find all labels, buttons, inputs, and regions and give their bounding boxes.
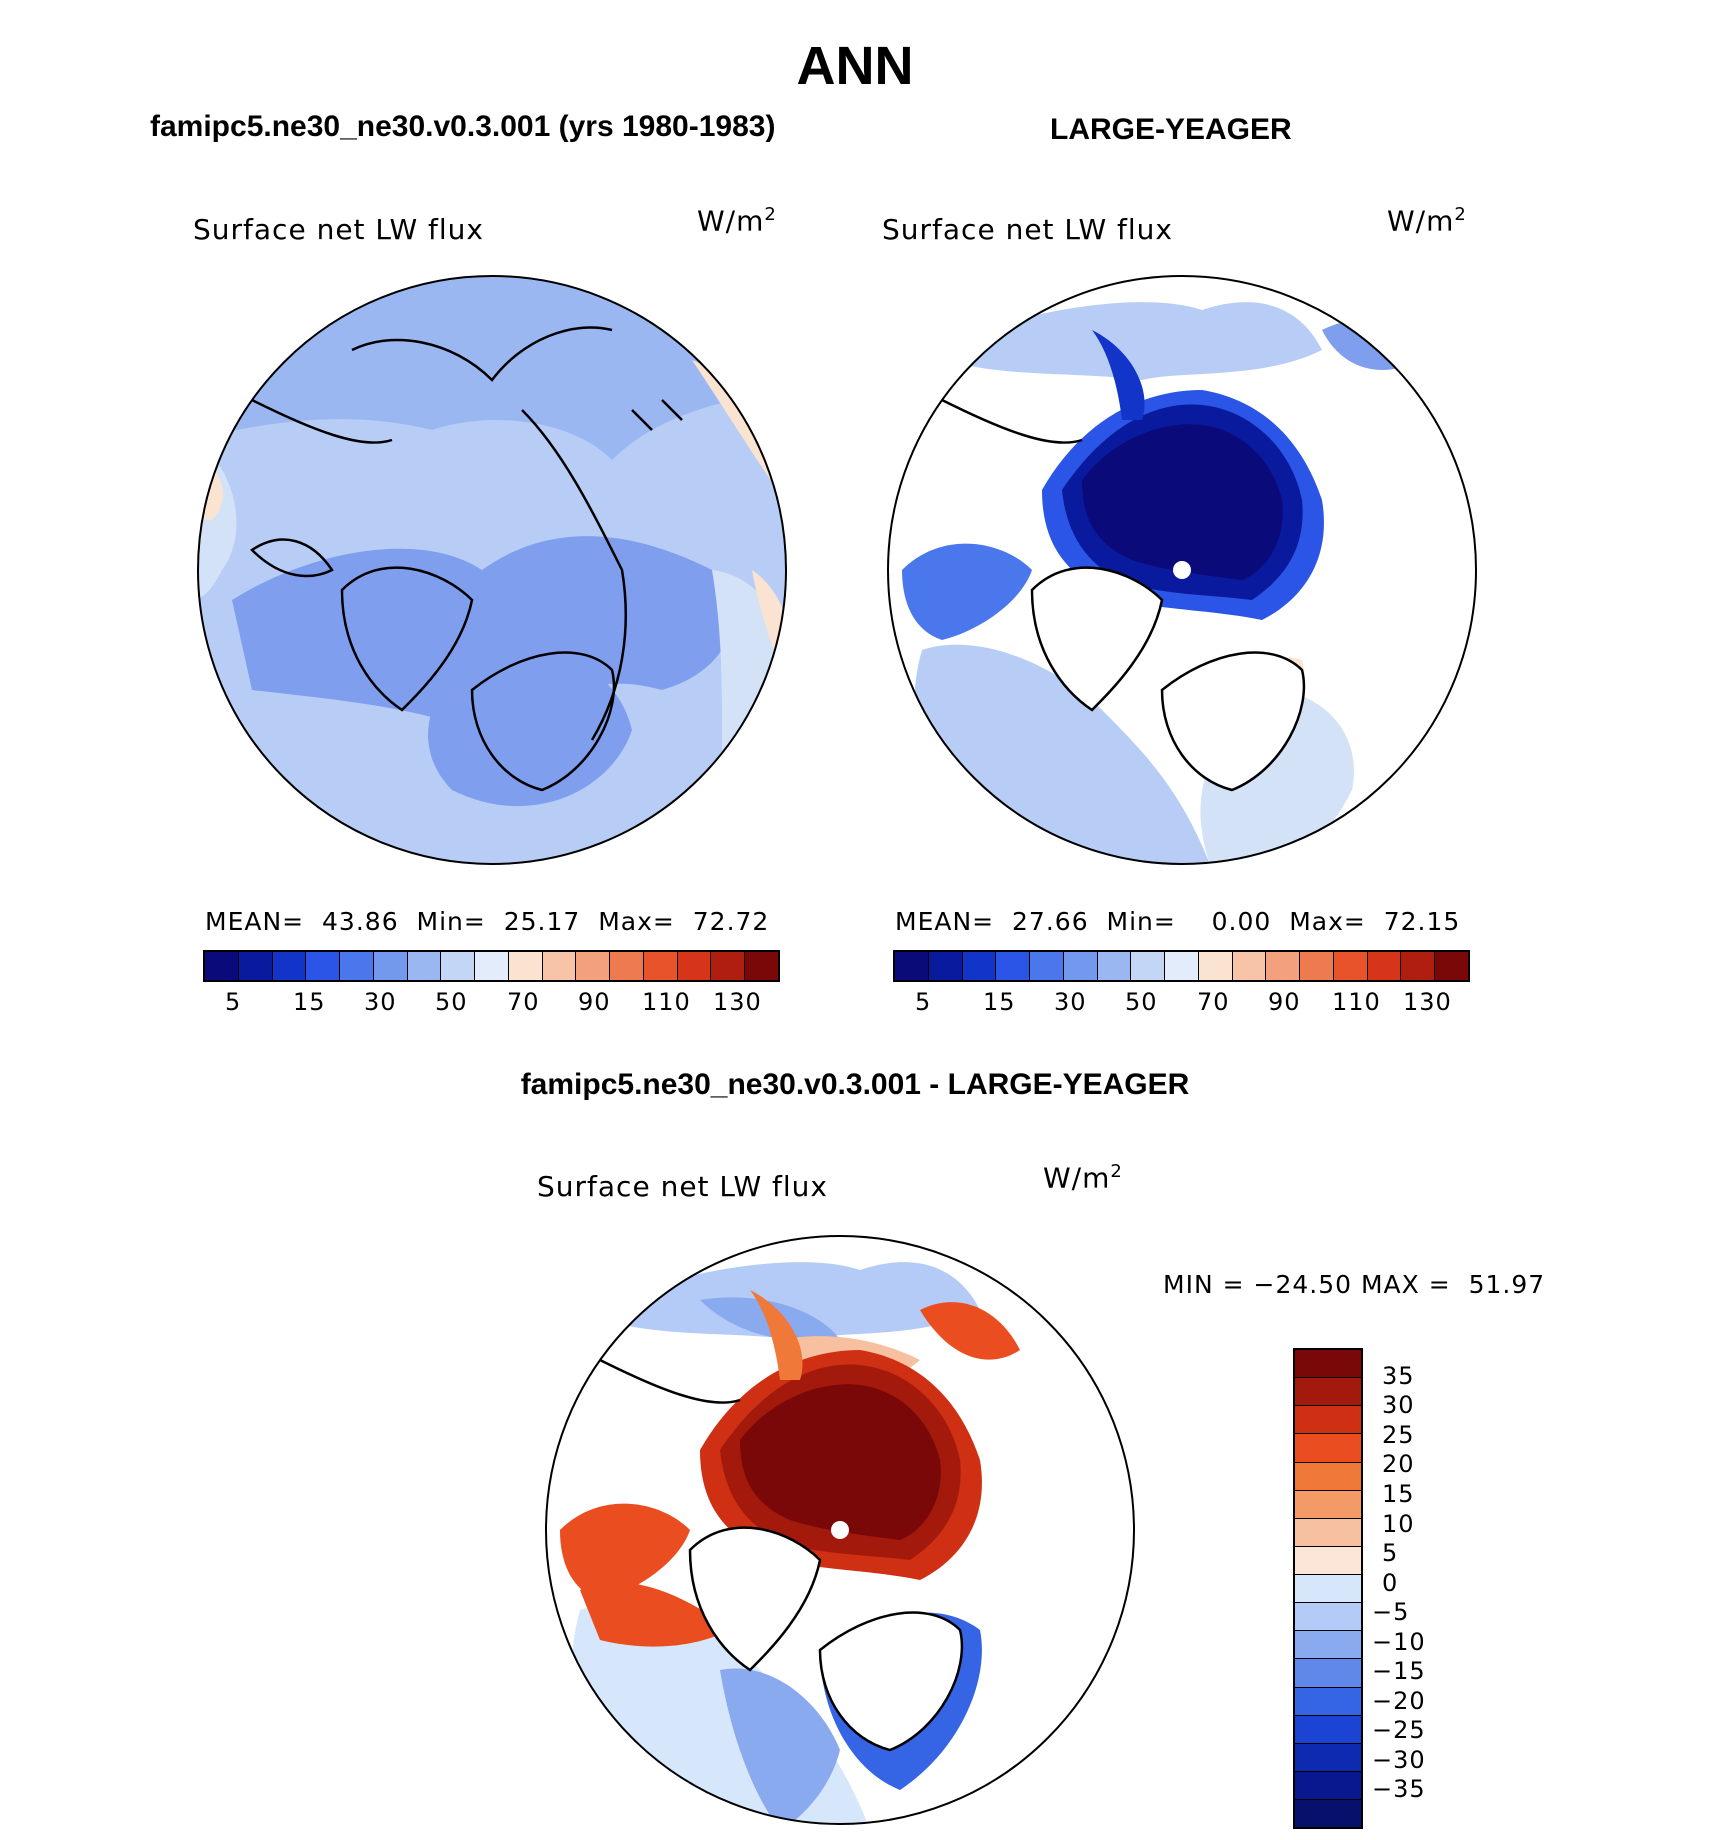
colorbar-swatch bbox=[1295, 1378, 1361, 1406]
colorbar-swatch bbox=[1401, 952, 1435, 980]
panel1-colorbar bbox=[203, 950, 780, 982]
colorbar-label: −20 bbox=[1372, 1687, 1426, 1715]
colorbar-label: 130 bbox=[713, 988, 762, 1016]
panel3-colorbar bbox=[1293, 1348, 1363, 1829]
colorbar-swatch bbox=[1165, 952, 1199, 980]
season-title: ANN bbox=[796, 36, 914, 96]
colorbar-swatch bbox=[1295, 1688, 1361, 1716]
panel2-colorbar bbox=[893, 950, 1470, 982]
colorbar-swatch bbox=[1295, 1519, 1361, 1547]
colorbar-swatch bbox=[306, 952, 340, 980]
colorbar-swatch bbox=[678, 952, 712, 980]
colorbar-swatch bbox=[1199, 952, 1233, 980]
colorbar-label: 70 bbox=[507, 988, 540, 1016]
colorbar-swatch bbox=[340, 952, 374, 980]
model-title: famipc5.ne30_ne30.v0.3.001 (yrs 1980-1983) bbox=[150, 110, 776, 143]
colorbar-swatch bbox=[374, 952, 408, 980]
colorbar-swatch bbox=[1295, 1800, 1361, 1827]
colorbar-swatch bbox=[576, 952, 610, 980]
colorbar-label: 50 bbox=[1125, 988, 1158, 1016]
colorbar-swatch bbox=[1295, 1406, 1361, 1434]
colorbar-swatch bbox=[1030, 952, 1064, 980]
colorbar-label: 130 bbox=[1403, 988, 1452, 1016]
colorbar-label: 70 bbox=[1197, 988, 1230, 1016]
colorbar-swatch bbox=[475, 952, 509, 980]
colorbar-swatch bbox=[1295, 1603, 1361, 1631]
colorbar-swatch bbox=[239, 952, 273, 980]
colorbar-swatch bbox=[963, 952, 997, 980]
colorbar-label: 20 bbox=[1382, 1450, 1415, 1478]
colorbar-swatch bbox=[1295, 1575, 1361, 1603]
panel2-polar-map bbox=[882, 270, 1482, 870]
panel2-stats: MEAN= 27.66 Min= 0.00 Max= 72.15 bbox=[895, 907, 1461, 936]
panel3-units: $W/m^2$ bbox=[1043, 1161, 1123, 1195]
panel3-colorbar-labels bbox=[1372, 1348, 1462, 1828]
colorbar-swatch bbox=[1368, 952, 1402, 980]
colorbar-label: 10 bbox=[1382, 1510, 1415, 1538]
colorbar-swatch bbox=[644, 952, 678, 980]
colorbar-label: 90 bbox=[578, 988, 611, 1016]
colorbar-swatch bbox=[996, 952, 1030, 980]
colorbar-label: −10 bbox=[1372, 1628, 1426, 1656]
colorbar-swatch bbox=[408, 952, 442, 980]
colorbar-label: −5 bbox=[1372, 1598, 1410, 1626]
colorbar-swatch bbox=[895, 952, 929, 980]
colorbar-swatch bbox=[543, 952, 577, 980]
panel2-units: $W/m^2$ bbox=[1387, 204, 1467, 238]
colorbar-swatch bbox=[1266, 952, 1300, 980]
colorbar-swatch bbox=[929, 952, 963, 980]
colorbar-swatch bbox=[509, 952, 543, 980]
panel3-stats: MIN = −24.50 MAX = 51.97 bbox=[1163, 1270, 1546, 1299]
obs-title: LARGE-YEAGER bbox=[1050, 113, 1292, 146]
colorbar-swatch bbox=[1233, 952, 1267, 980]
colorbar-label: 0 bbox=[1382, 1569, 1399, 1597]
panel1-units: $W/m^2$ bbox=[697, 204, 777, 238]
panel3-variable: Surface net LW flux bbox=[537, 1170, 828, 1203]
colorbar-label: 15 bbox=[293, 988, 326, 1016]
colorbar-swatch bbox=[1131, 952, 1165, 980]
colorbar-swatch bbox=[745, 952, 778, 980]
panel2-variable: Surface net LW flux bbox=[882, 213, 1173, 246]
colorbar-label: −15 bbox=[1372, 1657, 1426, 1685]
colorbar-label: 110 bbox=[642, 988, 691, 1016]
colorbar-label: 30 bbox=[364, 988, 397, 1016]
colorbar-swatch bbox=[1295, 1350, 1361, 1378]
diff-title: famipc5.ne30_ne30.v0.3.001 - LARGE-YEAGER bbox=[520, 1068, 1190, 1101]
colorbar-swatch bbox=[1295, 1716, 1361, 1744]
colorbar-label: 50 bbox=[435, 988, 468, 1016]
colorbar-label: 5 bbox=[915, 988, 932, 1016]
panel1-variable: Surface net LW flux bbox=[193, 213, 484, 246]
colorbar-swatch bbox=[1295, 1659, 1361, 1687]
colorbar-swatch bbox=[1098, 952, 1132, 980]
colorbar-label: 5 bbox=[225, 988, 242, 1016]
colorbar-label: 25 bbox=[1382, 1421, 1415, 1449]
panel2-colorbar-labels bbox=[893, 988, 1470, 1018]
colorbar-label: 90 bbox=[1268, 988, 1301, 1016]
colorbar-swatch bbox=[1334, 952, 1368, 980]
colorbar-swatch bbox=[1295, 1491, 1361, 1519]
colorbar-swatch bbox=[1064, 952, 1098, 980]
colorbar-swatch bbox=[1295, 1547, 1361, 1575]
colorbar-label: −35 bbox=[1372, 1775, 1426, 1803]
colorbar-swatch bbox=[273, 952, 307, 980]
panel1-stats: MEAN= 43.86 Min= 25.17 Max= 72.72 bbox=[205, 907, 770, 936]
colorbar-swatch bbox=[1295, 1434, 1361, 1462]
colorbar-swatch bbox=[1300, 952, 1334, 980]
colorbar-label: 15 bbox=[1382, 1480, 1415, 1508]
colorbar-label: −25 bbox=[1372, 1716, 1426, 1744]
panel1-colorbar-labels bbox=[203, 988, 780, 1018]
colorbar-swatch bbox=[610, 952, 644, 980]
colorbar-swatch bbox=[1295, 1631, 1361, 1659]
colorbar-label: 30 bbox=[1382, 1391, 1415, 1419]
colorbar-swatch bbox=[205, 952, 239, 980]
panel1-polar-map bbox=[192, 270, 792, 870]
panel3-polar-map bbox=[540, 1230, 1140, 1830]
colorbar-label: 35 bbox=[1382, 1362, 1415, 1390]
colorbar-label: 110 bbox=[1332, 988, 1381, 1016]
colorbar-swatch bbox=[711, 952, 745, 980]
colorbar-label: 15 bbox=[983, 988, 1016, 1016]
colorbar-label: 30 bbox=[1054, 988, 1087, 1016]
colorbar-swatch bbox=[1295, 1772, 1361, 1800]
colorbar-label: 5 bbox=[1382, 1539, 1399, 1567]
colorbar-swatch bbox=[441, 952, 475, 980]
colorbar-swatch bbox=[1435, 952, 1468, 980]
colorbar-label: −30 bbox=[1372, 1746, 1426, 1774]
colorbar-swatch bbox=[1295, 1463, 1361, 1491]
colorbar-swatch bbox=[1295, 1744, 1361, 1772]
